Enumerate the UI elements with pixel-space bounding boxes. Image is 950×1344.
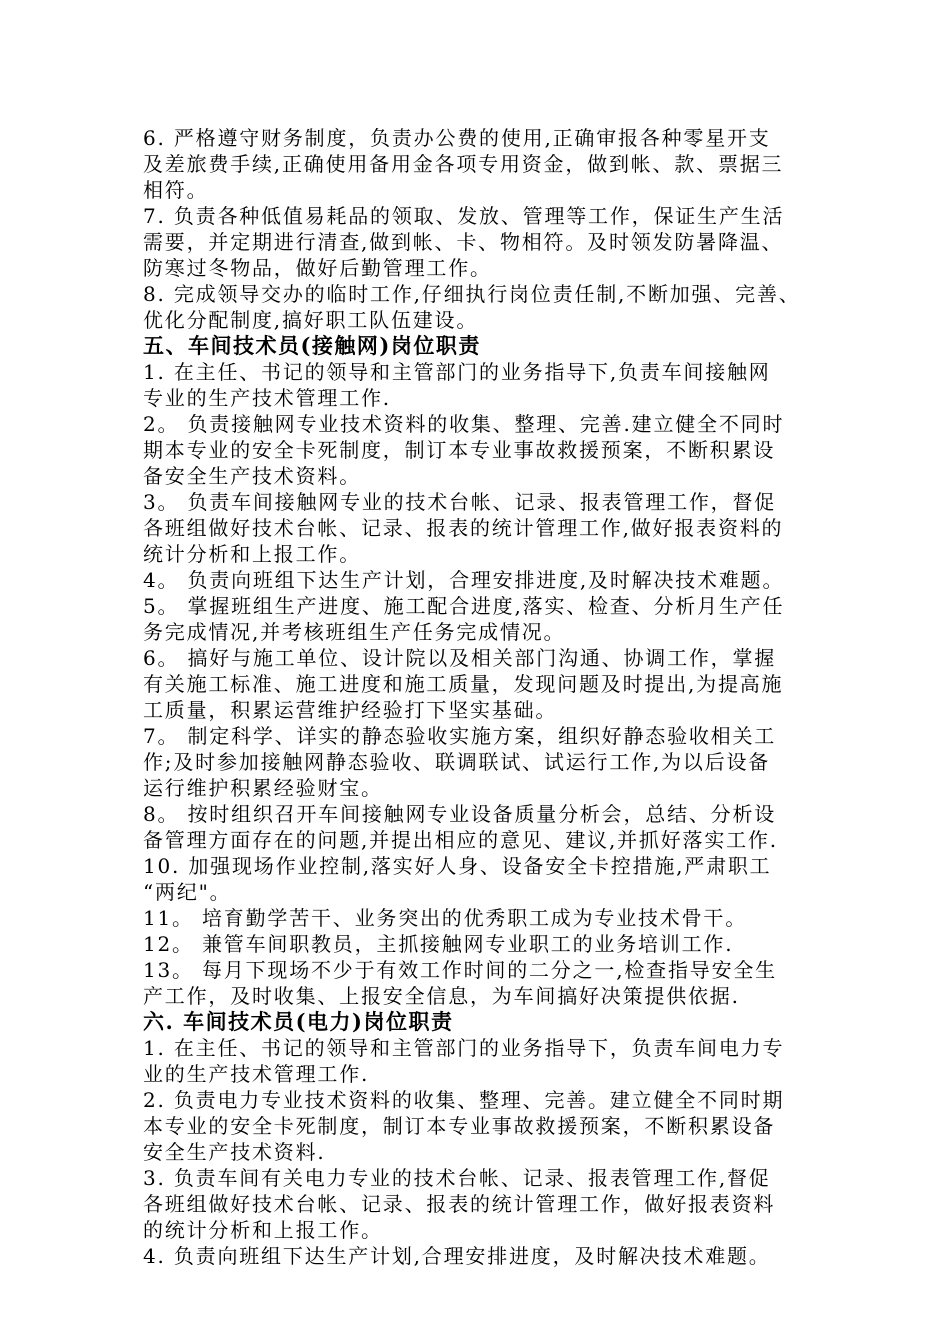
text-line: 2. 负责电力专业技术资料的收集、整理、完善。建立健全不同时期 [143,1088,785,1112]
text-line: 需要，并定期进行清查,做到帐、卡、物相符。及时领发防暑降温、 [143,230,784,254]
text-line: 安全生产技术资料. [143,1140,326,1164]
text-line: 2。 负责接触网专业技术资料的收集、整理、完善.建立健全不同时 [143,412,785,436]
text-line: 备管理方面存在的问题,并提出相应的意见、建议,并抓好落实工作. [143,828,778,852]
text-line: “两纪"。 [143,880,232,904]
text-line: 12。 兼管车间职教员，主抓接触网专业职工的业务培训工作. [143,932,734,956]
section-heading: 六. 车间技术员(电力)岗位职责 [143,1009,454,1034]
text-line: 优化分配制度,搞好职工队伍建设。 [143,308,479,332]
text-line: 业的生产技术管理工作. [143,1062,370,1086]
text-line: 13。 每月下现场不少于有效工作时间的二分之一,检查指导安全生 [143,958,777,982]
text-line: 各班组做好技术台帐、记录、报表的统计管理工作，做好报表资料 [143,1192,776,1216]
text-line: 工质量，积累运营维护经验打下坚实基础。 [143,698,558,722]
text-line: 8. 完成领导交办的临时工作,仔细执行岗位责任制,不断加强、完善、 [143,282,801,306]
text-line: 4。 负责向班组下达生产计划，合理安排进度,及时解决技术难题。 [143,568,785,592]
text-line: 5。 掌握班组生产进度、施工配合进度,落实、检查、分析月生产任 [143,594,785,618]
text-line: 6。 搞好与施工单位、设计院以及相关部门沟通、协调工作，掌握 [143,646,777,670]
text-line: 3。 负责车间接触网专业的技术台帐、记录、报表管理工作，督促 [143,490,777,514]
text-line: 7。 制定科学、详实的静态验收实施方案，组织好静态验收相关工 [143,724,777,748]
text-line: 本专业的安全卡死制度，制订本专业事故救援预案，不断积累设备 [143,1114,776,1138]
text-line: 务完成情况,并考核班组生产任务完成情况。 [143,620,566,644]
text-line: 3. 负责车间有关电力专业的技术台帐、记录、报表管理工作,督促 [143,1166,771,1190]
text-line: 运行维护积累经验财宝。 [143,776,383,800]
text-line: 各班组做好技术台帐、记录、报表的统计管理工作,做好报表资料的 [143,516,784,540]
text-line: 统计分析和上报工作。 [143,542,361,566]
text-line: 有关施工标准、施工进度和施工质量，发现问题及时提出,为提高施 [143,672,784,696]
text-line: 备安全生产技术资料。 [143,464,361,488]
text-line: 8。 按时组织召开车间接触网专业设备质量分析会，总结、分析设 [143,802,777,826]
section-heading: 五、车间技术员(接触网)岗位职责 [143,333,481,358]
text-line: 防寒过冬物品，做好后勤管理工作。 [143,256,492,280]
text-line: 产工作，及时收集、上报安全信息，为车间搞好决策提供依据. [143,984,740,1008]
text-line: 11。 培育勤学苦干、业务突出的优秀职工成为专业技术骨干。 [143,906,748,930]
text-line: 1. 在主任、书记的领导和主管部门的业务指导下，负责车间电力专 [143,1036,785,1060]
text-line: 4. 负责向班组下达生产计划,合理安排进度，及时解决技术难题。 [143,1244,771,1268]
text-line: 的统计分析和上报工作。 [143,1218,383,1242]
text-line: 及差旅费手续,正确使用备用金各项专用资金，做到帐、款、票据三 [143,152,784,176]
text-line: 期本专业的安全卡死制度，制订本专业事故救援预案，不断积累设 [143,438,776,462]
text-line: 10. 加强现场作业控制,落实好人身、设备安全卡控措施,严肃职工 [143,854,772,878]
text-line: 7. 负责各种低值易耗品的领取、发放、管理等工作，保证生产生活 [143,204,785,228]
text-line: 1. 在主任、书记的领导和主管部门的业务指导下,负责车间接触网 [143,360,771,384]
text-line: 相符。 [143,178,209,202]
text-line: 专业的生产技术管理工作. [143,386,391,410]
text-line: 6. 严格遵守财务制度，负责办公费的使用,正确审报各种零星开支 [143,126,771,150]
text-line: 作;及时参加接触网静态验收、联调联试、试运行工作,为以后设备 [143,750,771,774]
